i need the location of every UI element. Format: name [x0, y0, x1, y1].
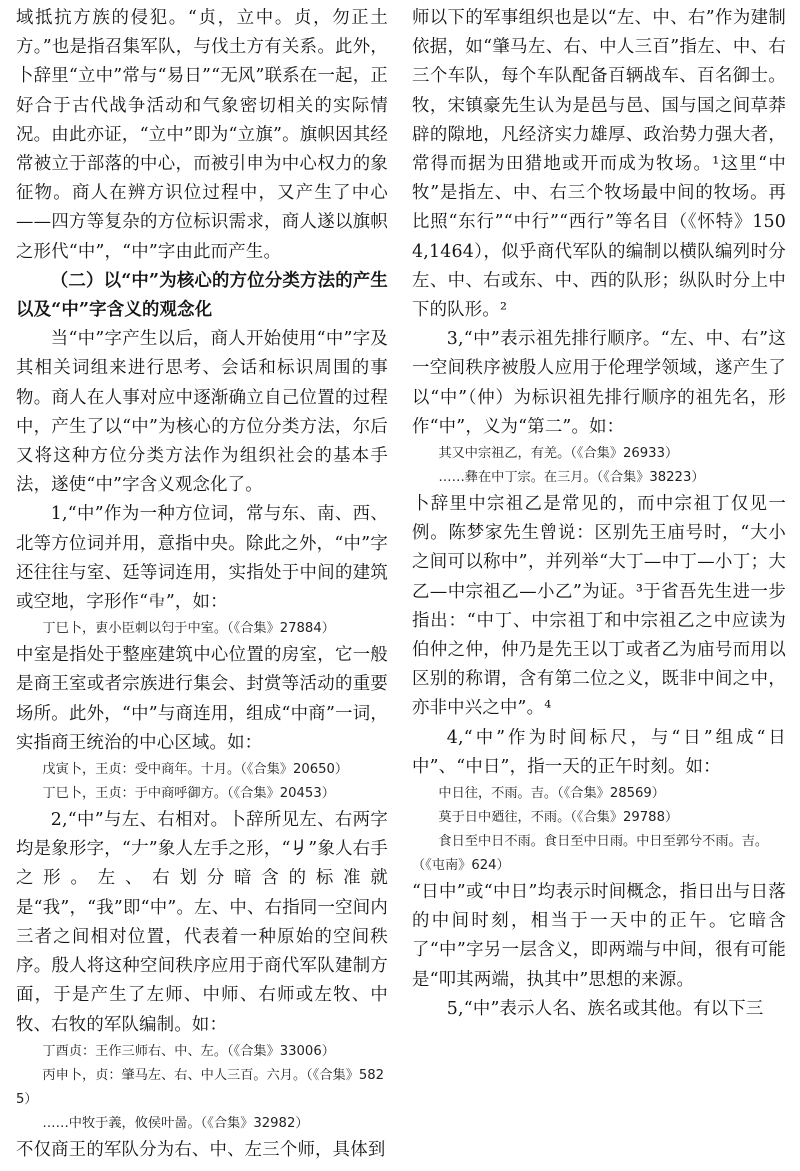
citation-quote: ……中牧于義，攸侯叶啚。（《合集》32982） — [42, 1115, 309, 1131]
paragraph: 4,“中”作为时间标尺，与“日”组成“日中”、“中日”，指一天的正午时刻。如： — [412, 727, 786, 777]
citation-quote: 丁酉贞：王作三师右、中、左。（《合集》33006） — [42, 1043, 335, 1059]
citation-quote: 莫于日中廼往，不雨。（《合集》29788） — [438, 810, 679, 826]
citation-quote: 丙申卜，贞：肇马左、右、中人三百。六月。（《合集》5825） — [16, 1067, 385, 1107]
paragraph: 卜辞里中宗祖乙是常见的，而中宗祖丁仅见一例。陈梦家先生曾说：区别先王庙号时，“大小之间可以称中”，并列举“大丁—中丁—小丁；大乙—中宗祖乙—小乙”为证。³于省吾先生进一步指出：“中丁、中宗祖丁和中宗祖乙之中应读为伯仲之仲，仲乃是先王以丁或者乙为庙号而用以区别的称谓，含有第二位之义，既非中间之中，亦非中兴之中”。⁴ — [412, 494, 786, 719]
right-column — [412, 4, 786, 1024]
paragraph: 3,“中”表示祖先排行顺序。“左、中、右”这一空间秩序被殷人应用于伦理学领域，遂产生了以“中”（仲）为标识祖先排行顺序的祖先名，形作“中”，义为“第二”。如： — [412, 329, 786, 437]
left-column — [16, 4, 388, 1165]
citation-quote: ……彝在中丁宗。在三月。（《合集》38223） — [438, 470, 705, 486]
paragraph: 师以下的军事组织也是以“左、中、右”作为建制依据，如“肇马左、右、中人三百”指左、中、右三个车队，每个车队配备百辆战车、百名御士。牧，宋镇豪先生认为是邑与邑、国与国之间草莽辟的隙地，凡经济实力雄厚、政治势力强大者，常得而据为田猎地或开而成为牧场。¹这里“中牧”是指左、中、右三个牧场最中间的牧场。再比照“东行”“中行”“西行”等名目（《怀特》1504,1464），似乎商代军队的编制以横队编列时分左、中、右或东、中、西的队形；纵队时分上中下的队形。² — [412, 8, 786, 321]
citation-quote: 食日至中日不雨。食日至中日雨。中日至郭兮不雨。吉。（《屯南》624） — [412, 834, 769, 874]
paragraph: 5,“中”表示人名、族名或其他。有以下三 — [446, 998, 764, 1019]
citation-quote: 中日往，不雨。吉。（《合集》28569） — [438, 786, 665, 802]
paragraph: 不仅商王的军队分为右、中、左三个师，具体到 — [16, 1139, 386, 1160]
paragraph: “日中”或“中日”均表示时间概念，指日出与日落的中间时刻，相当于一天中的正午。它暗含了“中”字另一层含义，即两端与中间，很有可能是“叩其两端，执其中”思想的来源。 — [412, 882, 786, 990]
paragraph: 当“中”字产生以后，商人开始使用“中”字及其相关词组来进行思考、会话和标识周围的事物。商人在人事对应中逐渐确立自己位置的过程中，产生了以“中”为核心的方位分类方法，尔后又将这种方位分类方法作为组织社会的基本手法，遂使“中”字含义观念化了。 — [16, 329, 388, 496]
citation-quote: 丁巳卜，叀小臣刺以匄于中室。（《合集》27884） — [42, 621, 335, 637]
citation-quote: 戊寅卜，王贞：受中商年。十月。（《合集》20650） — [42, 762, 349, 778]
paragraph: （二）以“中”为核心的方位分类方法的产生以及“中”字含义的观念化 — [16, 270, 388, 321]
citation-quote: 其又中宗祖乙，有羌。（《合集》26933） — [438, 446, 679, 462]
paragraph: 1,“中”作为一种方位词，常与东、南、西、北等方位词并用，意指中央。除此之外，“中”字还往往与室、廷等词连用，实指处于中间的建筑或空地，字形作“𠁩”，如： — [16, 504, 388, 613]
paragraph: 中室是指处于整座建筑中心位置的房室，它一般是商王室或者宗族进行集会、封赏等活动的重要场所。此外，“中”与商连用，组成“中商”一词，实指商王统治的中心区域。如： — [16, 645, 388, 753]
paragraph: 2,“中”与左、右相对。卜辞所见左、右两字均是象形字，“𠂇”象人左手之形，“𠂈”象人右手之形。左、右划分暗含的标准就是“我”，“我”即“中”。左、中、右指同一空间内三者之间相对位置，代表着一种原始的空间秩序。殷人将这种空间秩序应用于商代军队建制方面，于是产生了左师、中师、右师或左牧、中牧、右牧的军队编制。如： — [16, 810, 388, 1035]
paragraph: 域抵抗方族的侵犯。“贞，立中。贞，勿正土方。”也是指召集军队，与伐土方有关系。此外，卜辞里“立中”常与“易日”“无风”联系在一起，正好合于古代战争活动和气象密切相关的实际情况。由此亦证，“立中”即为“立旗”。旗帜因其经常被立于部落的中心，而被引申为中心权力的象征物。商人在辨方识位过程中，又产生了中心——四方等复杂的方位标识需求，商人遂以旗帜之形代“中”，“中”字由此而产生。 — [16, 8, 388, 262]
citation-quote: 丁巳卜，王贞：于中商呼御方。（《合集》20453） — [42, 786, 335, 802]
